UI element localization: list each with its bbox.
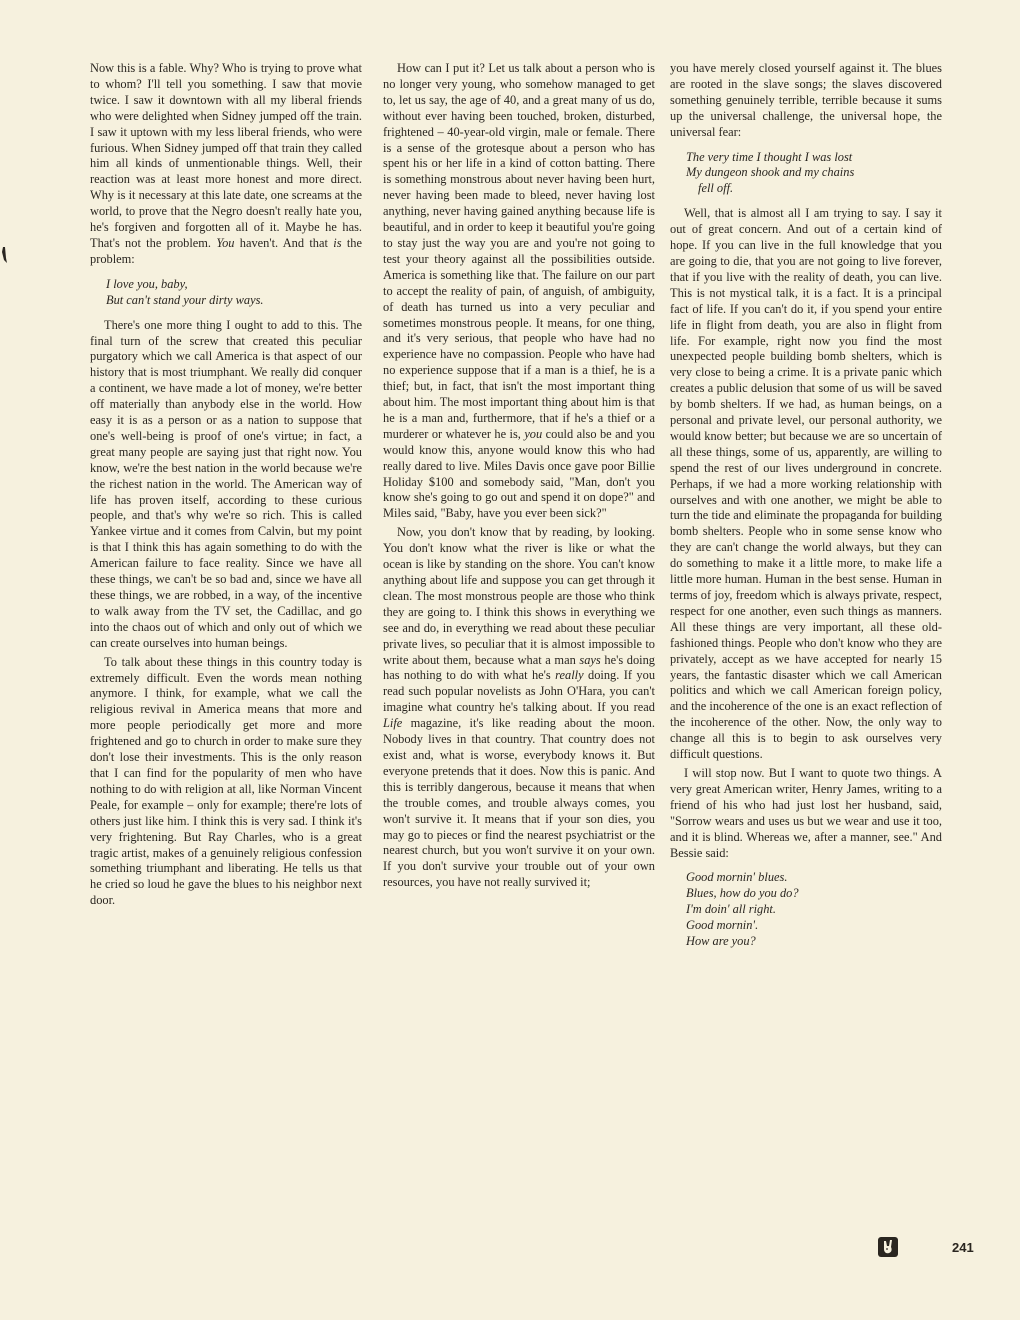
lyric-quote	[686, 150, 942, 198]
lyric-line: fell off.	[698, 181, 734, 196]
lyric-line: Good mornin'.	[686, 918, 759, 933]
margin-ink-mark	[0, 246, 8, 264]
emphasis-text: says	[579, 652, 601, 667]
column-middle	[383, 61, 655, 891]
lyric-line: I love you, baby,	[106, 276, 188, 291]
text-run: doing. If you read such popular novelists as John O'Hara, you can't imagine what country he's talking about. If you read	[383, 668, 656, 715]
column-left	[90, 61, 362, 909]
lyric-line: But can't stand your dirty ways.	[106, 292, 264, 307]
text-run: magazine, it's like reading about the moon. Nobody lives in that country. That country does not exist and, what is worse, everybody knows it. But everyone pretends that it does. Now this is panic. And this is terribly dangerous, because it means that when the trouble comes, and trouble always comes, you won't survive it. It means that if your son dies, you may go to pieces or find the nearest psychiatrist or the nearest church, but you won't survive it on your own. If you don't survive your trouble out of your own resources, you have not really survived it;	[383, 716, 655, 890]
paragraph: I will stop now. But I want to quote two things. A very great American writer, Henry James, writing to a friend of his who had just lost her husband, said, "Sorrow wears and uses us but we wear and use it too, and it is blind. Whereas we, after a manner, see." And Bessie said:	[670, 765, 942, 860]
text-run: could also be and you would know this, anyone would know this who had really dared to live. Miles Davis once gave poor Billie Holiday $100 and somebody said, "Man, don't you know she's going to go out and spend it on dope?" and Miles said, "Baby, have you ever been sick?"	[383, 426, 655, 521]
paragraph	[383, 525, 655, 891]
paragraph	[90, 61, 362, 268]
paragraph: There's one more thing I ought to add to this. The final turn of the screw that created this peculiar purgatory which we call America is that aspect of our history that is most triumphant. We really did conquer a continent, we have made a lot of money, we're better off materially than anybody else in the world. How easy it is as a person or as a nation to suppose that one's well-being is proof of one's virtue; in fact, a great many people are saying just that right now. You know, we're the best nation in the world because we're the richest nation in the world. The American way of life has proven itself, according to these curious people, and that's why we're so rich. This is called Yankee virtue and it comes from Calvin, but my point is that I think this has again something to do with the American failure to face reality. Since we have all these things, we can't be so bad and, since we have all these things, we are robbed, in a way, of the incentive to walk away from the TV set, the Cadillac, and go into the chaos out of which and only out of which we can create ourselves into human beings.	[90, 317, 362, 650]
emphasis-text: you	[524, 426, 543, 441]
page-number: 241	[952, 1240, 974, 1255]
lyric-line: Good mornin' blues.	[686, 870, 788, 885]
emphasis-text: Life	[383, 716, 403, 731]
rabbit-head-logo-icon	[878, 1237, 898, 1257]
text-run: the problem:	[90, 235, 362, 266]
text-run: haven't. And that	[239, 235, 328, 250]
lyric-quote	[686, 870, 942, 950]
lyric-line: Blues, how do you do?	[686, 886, 799, 901]
paragraph: To talk about these things in this country today is extremely difficult. Even the words mean nothing anymore. I think, for example, what we call the religious revival in America means that more and more people periodically get more and more frightened and go to church in order to make sure they don't lose their investments. This is the only reason that I can find for the popularity of men who have nothing to do with religion at all, like Norman Vincent Peale, for example – only for example; there're lots of others just like him. I think this is very sad. I think it's very frightening. But Ray Charles, who is a great tragic artist, makes of a genuinely religious confession something triumphant and liberating. He tells us that he cried so loud he gave the blues to his neighbor next door.	[90, 654, 362, 908]
paragraph	[383, 61, 655, 522]
text-run: Now, you don't know that by reading, by looking. You don't know what the river is like or what the ocean is like by standing on the shore. You can't know anything about life and suppose you can get through it clean. The most monstrous people are those who think they are going to. I think this shows in everything we see and do, in everything we read about these peculiar private lives, so peculiar that it is almost impossible to write about them, because what a man	[383, 525, 655, 667]
lyric-line: My dungeon shook and my chains	[686, 165, 855, 180]
text-run: How can I put it? Let us talk about a person who is no longer very young, who somehow managed to get to, let us say, the age of 40, and a great many of us do, without ever having been touched, broken, disturbed, frightened – 40-year-old virgin, male or female. There is a sense of the grotesque about a person who has spent his or her life in a kind of cotton batting. There is something monstrous about never having been hurt, never having been made to bleed, never having lost anything, never having gained anything because life is beautiful, and in order to keep it beautiful you're going to stay just the way you are and you're not going to test your theory against all the possibilities outside. America is something like that. The failure on our part to accept the reality of pain, of anguish, of ambiguity, of death has turned us into a very peculiar and sometimes monstrous people. It means, for one thing, and it's very serious, that people who have had no experience have no compassion. People who have had no experience suppose that if a man is a thief, he is a thief; but, in fact, that isn't the most important thing about him. The most important thing about him is that he is a man and, furthermore, that if he's a thief or a murderer or whatever he is,	[383, 61, 655, 441]
paragraph: you have merely closed yourself against it. The blues are rooted in the slave songs; the slaves discovered something genuinely terrible, terrible because it sums up the universal challenge, the universal hope, the universal fear:	[670, 61, 942, 139]
lyric-quote	[106, 277, 362, 309]
lyric-line: How are you?	[686, 934, 756, 949]
lyric-line: I'm doin' all right.	[686, 902, 776, 917]
text-run: he's doing has nothing to do with what he's	[383, 652, 655, 683]
emphasis-text: really	[555, 668, 584, 683]
column-right	[670, 61, 942, 959]
text-run: Now this is a fable. Why? Who is trying to prove what to whom? I'll tell you something. I saw that movie twice. I saw it downtown with all my liberal friends who were delighted when Sidney jumped off the train. I saw it uptown with my less liberal friends, who were furious. When Sidney jumped off that train they called him all kinds of unmentionable things. Well, their reaction was at least more honest and more direct. Why is it necessary at this late date, one screams at the world, to prove that the Negro doesn't really hate you, he's forgiven and forgotten all of it. Maybe he has. That's not the problem.	[90, 61, 362, 250]
emphasis-text: You	[216, 235, 235, 250]
paragraph: Well, that is almost all I am trying to say. I say it out of great concern. And out of a certain kind of hope. If you can live in the full knowledge that you are going to die, that you are not going to live forever, that if you live with the reality of death, you can live. This is not mystical talk, it is a fact. It is a principal fact of life. If you can't do it, if you spend your entire life in flight from death, you are also in flight from life. For example, right now you find the most unexpected people building bomb shelters, which is very close to being a crime. It is a private panic which creates a public delusion that some of us will be saved by bomb shelters. If we had, as human beings, on a personal and private level, our personal authority, we would know better; but because we are so uncertain of all these things, some of us, apparently, are willing to spend the rest of our lives underground in concrete. Perhaps, if we had a more working relationship with ourselves and with one another, we might be able to turn the tide and eliminate the propaganda for building bomb shelters. People who in some sense know who they are can't change the world always, but they can do something to make it a little more, to make life a little more human. Human in the best sense. Human in terms of joy, freedom which is always private, respect, respect for one another, even such things as manners. All these things are very important, all these old-fashioned things. People who don't know who they are privately, accept as we have accepted for nearly 15 years, the fantastic disaster which we call American politics and which we call American foreign policy, and the incoherence of the one is an exact reflection of the incoherence of the other. Now, the only way to change all this is to begin to ask ourselves very difficult questions.	[670, 206, 942, 762]
emphasis-text: is	[333, 235, 342, 250]
lyric-line: The very time I thought I was lost	[686, 149, 853, 164]
